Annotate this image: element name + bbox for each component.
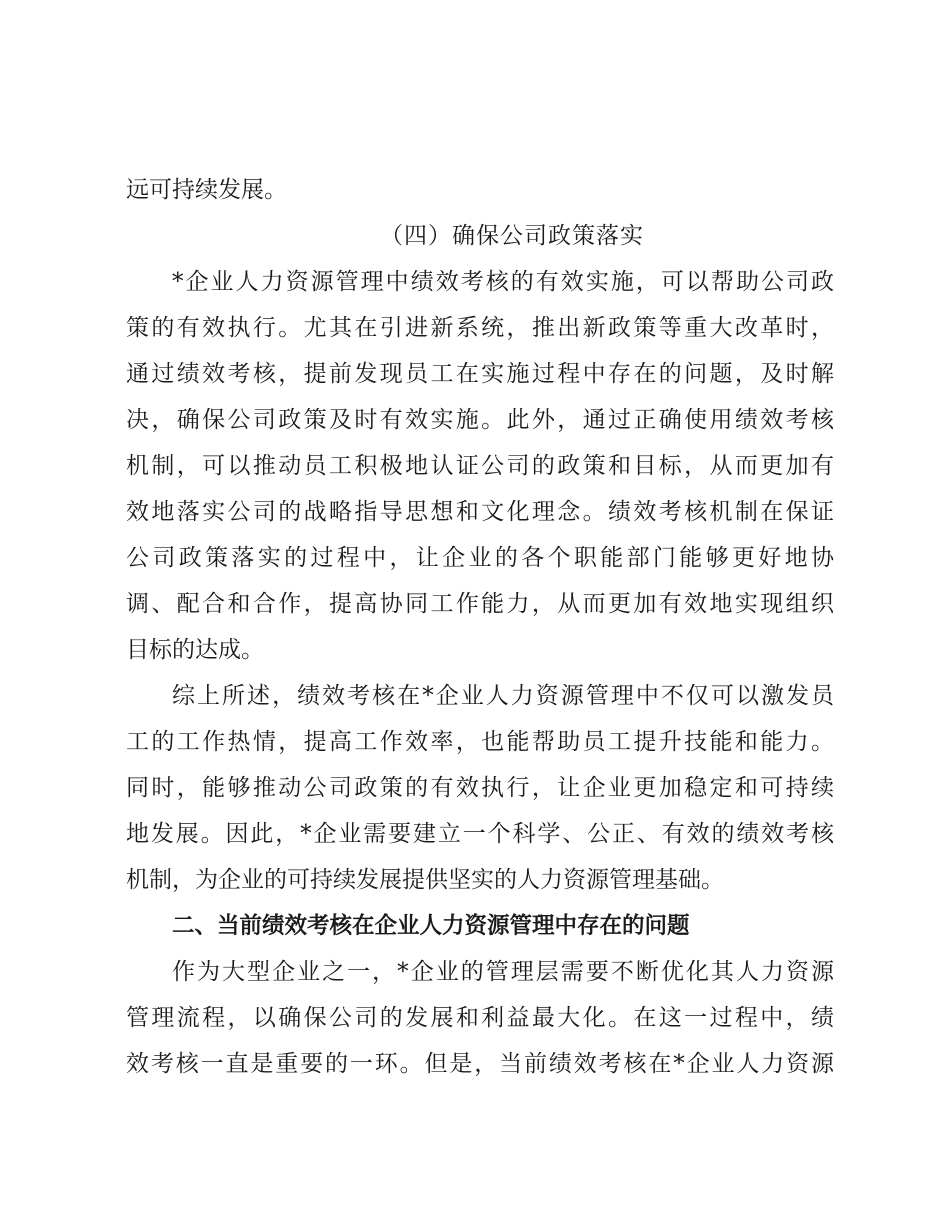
text-line: 效考核一直是重要的一环。但是，当前绩效考核在*企业人力资源 [126,1051,834,1077]
text-line: 管理流程，以确保公司的发展和利益最大化。在这一过程中，绩 [126,1005,834,1031]
text-line: 策的有效执行。尤其在引进新系统，推出新政策等重大改革时， [126,315,834,341]
text-line: 调、配合和合作，提高协同工作能力，从而更加有效地实现组织 [126,591,834,617]
text-line: 作为大型企业之一，*企业的管理层需要不断优化其人力资源 [172,959,834,985]
text-line: 目标的达成。 [126,637,264,663]
text-line: 同时，能够推动公司政策的有效执行，让企业更加稳定和可持续 [126,775,834,801]
text-line: 地发展。因此，*企业需要建立一个科学、公正、有效的绩效考核 [126,821,834,847]
text-line: 效地落实公司的战略指导思想和文化理念。绩效考核机制在保证 [126,499,834,525]
text-line: 综上所述，绩效考核在*企业人力资源管理中不仅可以激发员 [172,683,834,709]
text-line: 机制，可以推动员工积极地认证公司的政策和目标，从而更加有 [126,453,834,479]
text-line: 远可持续发展。 [126,177,287,203]
text-line: 工的工作热情，提高工作效率，也能帮助员工提升技能和能力。 [126,729,834,755]
text-line: 决，确保公司政策及时有效实施。此外，通过正确使用绩效考核 [126,407,834,433]
section-heading: 二、当前绩效考核在企业人力资源管理中存在的问题 [172,913,690,939]
text-line: *企业人力资源管理中绩效考核的有效实施，可以帮助公司政 [172,269,834,295]
text-line: 通过绩效考核，提前发现员工在实施过程中存在的问题，及时解 [126,361,834,387]
text-line: 机制，为企业的可持续发展提供坚实的人力资源管理基础。 [126,867,724,893]
section-subheading: （四）确保公司政策落实 [380,223,644,249]
text-line: 公司政策落实的过程中，让企业的各个职能部门能够更好地协 [126,545,834,571]
